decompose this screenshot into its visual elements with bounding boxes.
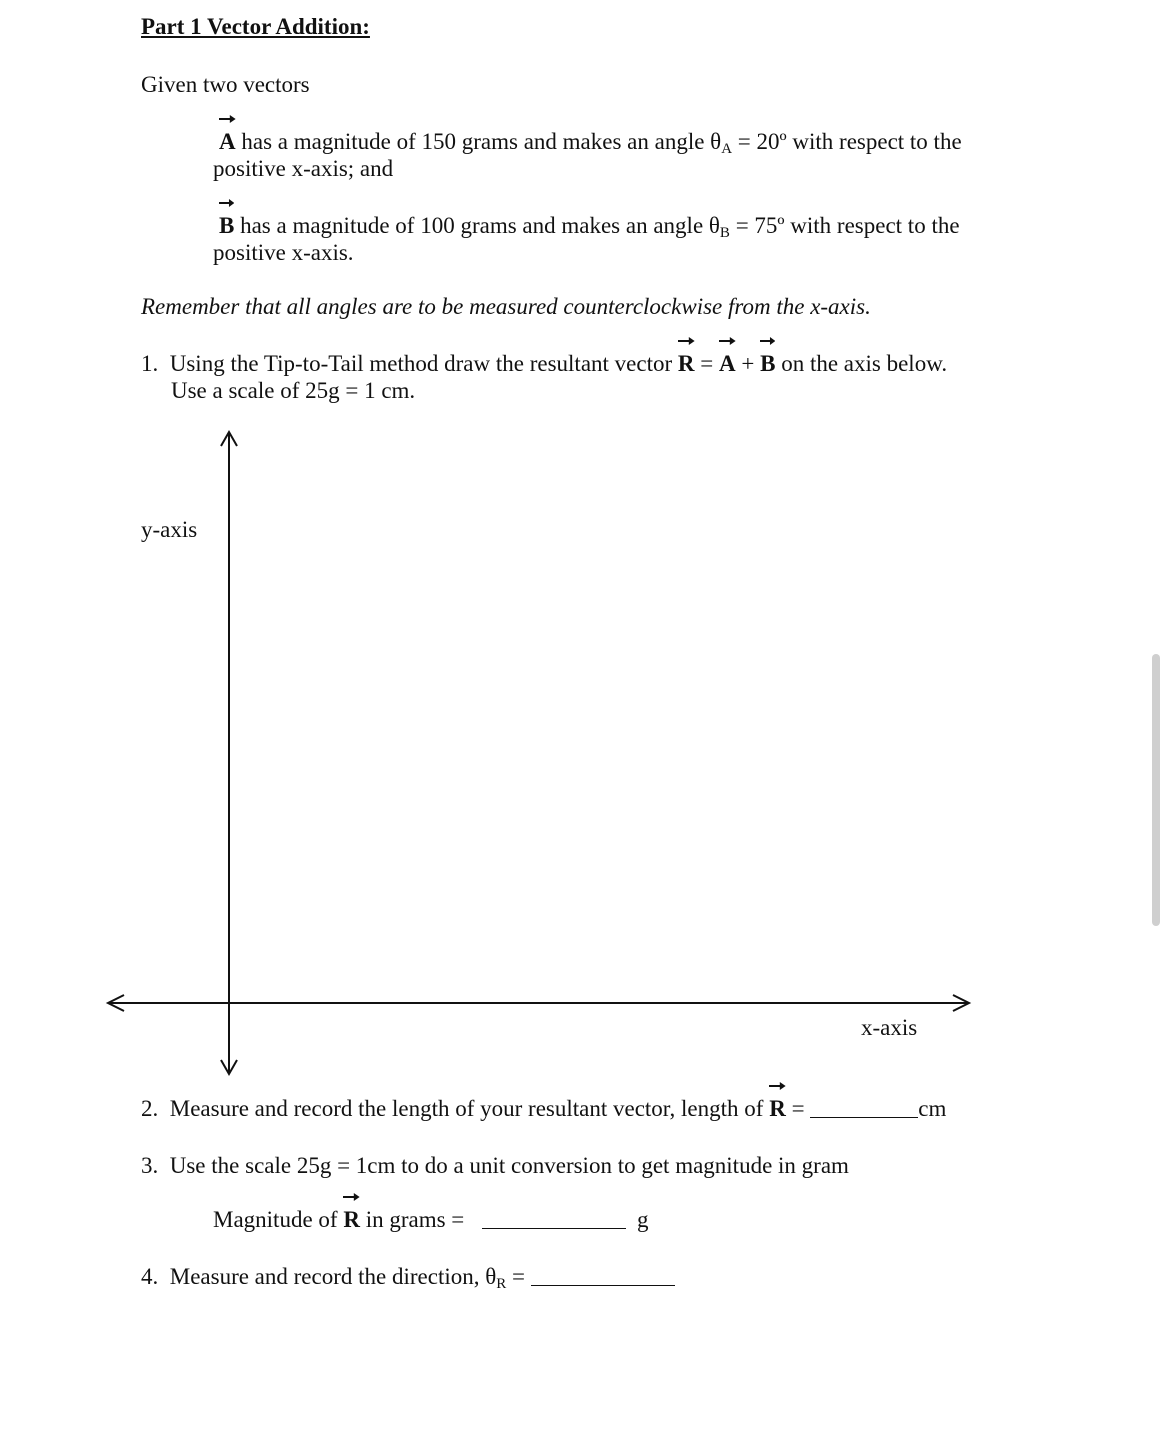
question-number: 3. — [141, 1153, 159, 1178]
vector-arrow-icon — [343, 1192, 360, 1202]
question-3-text: Use the scale 25g = 1cm to do a unit conversion to get magnitude in gram — [169, 1153, 849, 1178]
intro-text: Given two vectors — [141, 72, 310, 97]
vector-r-symbol: R — [769, 1096, 786, 1122]
vector-b-symbol: B — [219, 213, 234, 239]
vector-a-line2: positive x-axis; and — [213, 156, 394, 181]
question-2-text: Measure and record the length of your resultant vector, length of — [169, 1096, 770, 1121]
question-2 — [141, 1096, 946, 1122]
vector-a-desc: has a magnitude of 150 grams and makes an angle θ — [235, 129, 722, 154]
plus-sign: + — [735, 351, 761, 376]
equals-sign: = — [506, 1264, 531, 1289]
magnitude-answer-blank[interactable] — [482, 1210, 626, 1229]
vector-a-symbol: A — [219, 129, 236, 155]
vertical-scrollbar[interactable] — [1152, 654, 1160, 926]
theta-b-subscript: B — [719, 225, 730, 241]
question-4-text: Measure and record the direction, θ — [169, 1264, 497, 1289]
vector-b-angle: = 75º with respect to the — [729, 213, 960, 238]
page-title: Part 1 Vector Addition: — [141, 14, 370, 39]
magnitude-unit: g — [637, 1207, 649, 1232]
vector-b-symbol: B — [760, 351, 775, 377]
theta-r-subscript: R — [496, 1276, 507, 1292]
vector-a-symbol: A — [719, 351, 736, 377]
vector-b-desc: has a magnitude of 100 grams and makes an angle θ — [234, 213, 720, 238]
question-number: 4. — [141, 1264, 159, 1289]
direction-answer-blank[interactable] — [531, 1267, 675, 1286]
theta-a-subscript: A — [721, 141, 733, 157]
vector-a-angle: = 20º with respect to the — [732, 129, 962, 154]
question-1-text-end: on the axis below. — [775, 351, 948, 376]
vector-r-symbol: R — [343, 1207, 360, 1233]
question-3 — [141, 1153, 849, 1179]
question-4 — [141, 1264, 675, 1293]
vector-arrow-icon — [769, 1081, 786, 1091]
reminder-text: Remember that all angles are to be measured counterclockwise from the x-axis. — [141, 294, 871, 319]
question-1-scale: Use a scale of 25g = 1 cm. — [171, 378, 416, 403]
y-axis-label: y-axis — [141, 517, 198, 542]
magnitude-line — [213, 1207, 649, 1233]
magnitude-label-end: in grams = — [359, 1207, 471, 1232]
equals-sign: = — [694, 351, 719, 376]
magnitude-label: Magnitude of — [213, 1207, 344, 1232]
length-answer-blank[interactable] — [810, 1099, 918, 1118]
x-axis-label: x-axis — [861, 1015, 918, 1040]
vector-b-line2: positive x-axis. — [213, 240, 354, 265]
vector-r-symbol: R — [678, 351, 695, 377]
question-1-text: Using the Tip-to-Tail method draw the resultant vector — [169, 351, 678, 376]
equals-sign: = — [785, 1096, 811, 1121]
question-number: 1. — [141, 351, 159, 376]
length-unit: cm — [918, 1096, 947, 1121]
question-number: 2. — [141, 1096, 159, 1121]
